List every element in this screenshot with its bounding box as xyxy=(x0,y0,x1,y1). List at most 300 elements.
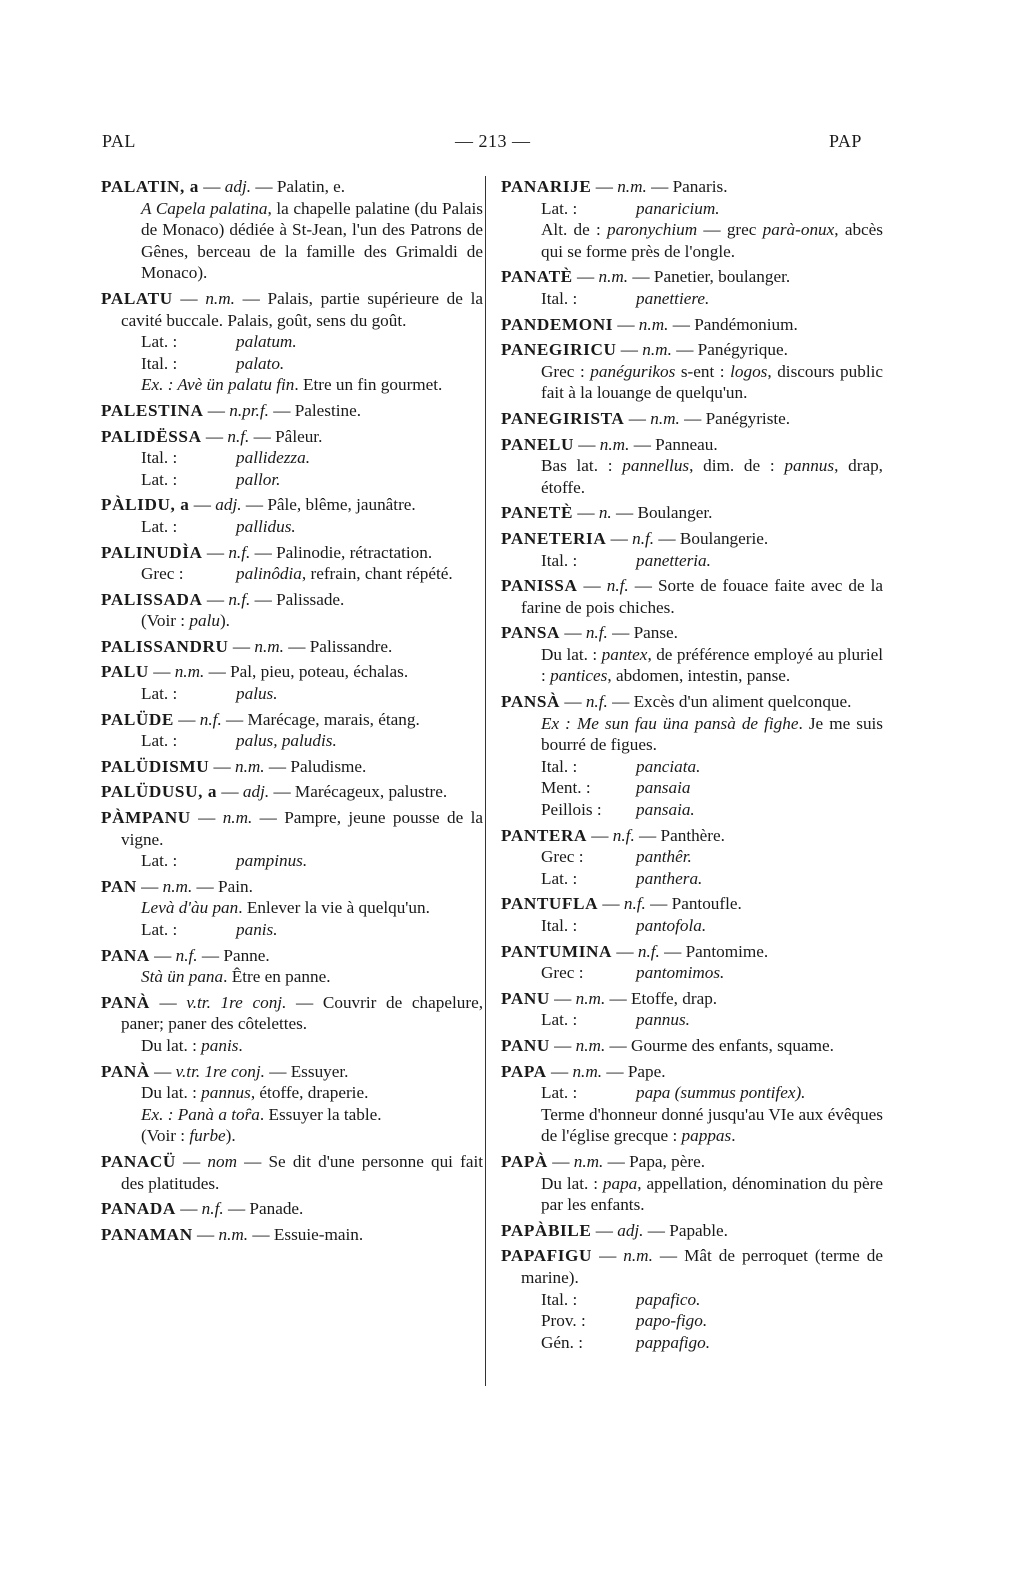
entry-note xyxy=(121,1035,483,1057)
etymology-word: pampinus. xyxy=(236,851,308,871)
entry-headword: PANETERIA xyxy=(501,528,607,548)
dictionary-entry: PANEGIRISTA — n.m. — Panégyriste. xyxy=(501,408,791,428)
etymology-gloss: , refrain, chant répété. xyxy=(301,564,453,584)
etymology-word: papo-figo. xyxy=(636,1311,708,1331)
note-italic: parà-onux xyxy=(762,220,835,240)
definition: Marécageux, palustre. xyxy=(294,782,448,802)
etymology-row xyxy=(521,1289,883,1311)
entry-headword: PALISSADA xyxy=(101,589,203,609)
grammar-label: n.m. xyxy=(162,876,193,896)
entry-headword: PANDEMONI xyxy=(501,314,614,334)
dictionary-entry: PANTUMINA — n.f. — Pantomime. Grec : pantomimos. xyxy=(501,941,883,984)
definition: Pantomime. xyxy=(685,941,769,961)
note-text: Alt. de : xyxy=(541,220,608,240)
note-text: , abcès qui se forme près de l'ongle. xyxy=(541,220,883,261)
etymology-row xyxy=(121,469,483,491)
entry-note xyxy=(121,1125,483,1147)
definition: Boulanger. xyxy=(637,503,713,523)
entry-note xyxy=(521,1104,883,1147)
etymology-row xyxy=(521,915,883,937)
dictionary-entry: PAPAFIGU — n.m. — Mât de perroquet (terme de marine). Ital. : papafico. Prov. : papo-figo. Gén. : pappafigo. xyxy=(501,1246,883,1352)
grammar-label: n.f. xyxy=(585,692,608,712)
etymology-source xyxy=(236,331,483,353)
etymology-source xyxy=(236,730,483,752)
etymology-language: Lat. : xyxy=(541,1083,578,1103)
grammar-label: v.tr. 1re conj. xyxy=(186,992,287,1012)
etymology-language: Lat. : xyxy=(541,1010,578,1030)
etymology-source xyxy=(636,777,883,799)
etymology-word: palus. xyxy=(236,684,278,704)
entry-headword: PAN xyxy=(101,876,137,896)
dictionary-entry: PANACÜ — nom — Se dit d'une personne qui fait des platitudes. xyxy=(101,1151,484,1193)
definition: Pal, pieu, poteau, échalas. xyxy=(230,662,409,682)
dictionary-entry: PANSÀ — n.f. — Excès d'un aliment quelconque. Ex : Me sun fau üna pansà de fighe. Je me suis bourré de figues. Ital. : panciata. Ment. : pansaia Peillois : pansaia. xyxy=(501,692,883,820)
dictionary-entry: PANÀ — v.tr. 1re conj. — Essuyer. Du lat. : pannus, étoffe, draperie. Ex. : Panà a toȓa. Essuyer la table. (Voir : furbe). xyxy=(101,1061,483,1147)
note-italic: panis xyxy=(201,1035,239,1055)
etymology-row xyxy=(121,353,483,375)
grammar-label: n.f. xyxy=(175,945,198,965)
etymology-row xyxy=(121,447,483,469)
note-text: — grec xyxy=(697,220,763,240)
etymology-word: palato. xyxy=(236,353,285,373)
definition: Panne. xyxy=(223,945,270,965)
example-text: Ex. : Panà a toȓa xyxy=(141,1104,260,1124)
note-italic: pantices xyxy=(550,666,608,686)
grammar-label: n.f. xyxy=(201,1199,224,1219)
grammar-label: n.m. xyxy=(222,808,253,828)
etymology-word: papafico. xyxy=(636,1289,701,1309)
entry-note xyxy=(121,1104,483,1126)
etymology-language: Lat. : xyxy=(541,868,578,888)
note-text: s-ent : xyxy=(675,361,731,381)
dictionary-entry: PANISSA — n.f. — Sorte de fouace faite avec de la farine de pois chiches. xyxy=(501,576,884,617)
etymology-row xyxy=(121,563,483,585)
etymology-row xyxy=(521,868,883,890)
etymology-row xyxy=(121,730,483,752)
grammar-label: n.m. xyxy=(218,1224,249,1244)
dictionary-entry: PANARIJE — n.m. — Panaris. Lat. : panaricium. Alt. de : paronychium — grec parà-onux, abcès qui se forme près de l'ongle. xyxy=(501,177,883,261)
note-text: , discours public fait à la louange de quelqu'un. xyxy=(541,361,884,403)
definition: Papable. xyxy=(669,1220,728,1240)
entry-headword: PALINUDÌA xyxy=(101,542,203,562)
grammar-label: adj. xyxy=(617,1220,644,1240)
etymology-word: panthera. xyxy=(636,868,703,888)
dictionary-entry: PALISSANDRU — n.m. — Palissandre. xyxy=(101,636,393,656)
entry-headword: PANÀ xyxy=(101,992,150,1012)
column-divider xyxy=(485,176,486,1386)
note-italic: papa xyxy=(602,1173,638,1193)
entry-headword: PÀMPANU xyxy=(101,808,191,828)
etymology-word: panaricium. xyxy=(636,198,720,218)
grammar-label: n.f. xyxy=(228,589,251,609)
note-italic: panégurikos xyxy=(590,361,676,381)
grammar-label: n.f. xyxy=(637,941,660,961)
entry-note xyxy=(121,966,483,988)
definition: Sorte de fouace faite avec de la farine de pois chiches. xyxy=(521,576,884,617)
etymology-source xyxy=(636,1009,883,1031)
etymology-word: pansaia. xyxy=(636,800,695,820)
grammar-label: n. xyxy=(598,503,612,523)
dictionary-entry: PANELU — n.m. — Panneau. Bas lat. : pannellus, dim. de : pannus, drap, étoffe. xyxy=(501,434,883,497)
note-text: Du lat. : xyxy=(541,1173,603,1193)
entry-headword: PANA xyxy=(101,945,150,965)
example-translation: , la chapelle palatine (du Palais de Monaco) dédiée à St-Jean, l'un des Patrons de Gênes, berceau de la famille des Grimaldi de Monaco). xyxy=(141,198,483,283)
dictionary-entry: PANEGIRICU — n.m. — Panégyrique. Grec : panégurikos s-ent : logos, discours public fait à la louange de quelqu'un. xyxy=(501,340,884,403)
etymology-language: Lat. : xyxy=(141,332,178,352)
definition: Panade. xyxy=(249,1199,304,1219)
entry-headword: PALU xyxy=(101,662,149,682)
etymology-row xyxy=(521,1082,883,1104)
etymology-word: pallidus. xyxy=(236,516,296,536)
etymology-source xyxy=(636,962,883,984)
etymology-source xyxy=(236,563,483,585)
grammar-label: n.m. xyxy=(623,1246,653,1266)
entry-headword: PANTERA xyxy=(501,825,587,845)
etymology-language: Lat. : xyxy=(141,684,178,704)
etymology-source xyxy=(236,850,483,872)
definition: Palissade. xyxy=(276,589,345,609)
dictionary-entry: PANADA — n.f. — Panade. xyxy=(101,1199,304,1219)
etymology-language: Grec : xyxy=(541,847,584,867)
grammar-label: n.f. xyxy=(227,426,250,446)
dictionary-entry: PANÀ — v.tr. 1re conj. — Couvrir de chapelure, paner; paner des côtelettes. Du lat. : panis. xyxy=(101,992,483,1055)
etymology-row xyxy=(121,919,483,941)
grammar-label: n.m. xyxy=(572,1061,603,1081)
etymology-language: Ital. : xyxy=(541,1289,578,1309)
entry-headword: PALATIN, a xyxy=(101,177,199,196)
note-text: Bas lat. : xyxy=(541,456,623,476)
example-text: Ex : Me sun fau üna pansà de fighe xyxy=(541,713,799,733)
dictionary-entry: PALATIN, a — adj. — Palatin, e. A Capela palatina, la chapelle palatine (du Palais de Monaco) dédiée à St-Jean, l'un des Patrons de Gênes, berceau de la famille des Grimaldi de Monaco). xyxy=(101,177,483,283)
etymology-row xyxy=(121,331,483,353)
etymology-language: Ital. : xyxy=(541,550,578,570)
dictionary-entry: PALÜDISMU — n.m. — Paludisme. xyxy=(101,756,367,776)
entry-headword: PANTUMINA xyxy=(501,941,613,961)
dictionary-entry: PANAMAN — n.m. — Essuie-main. xyxy=(101,1224,364,1244)
etymology-word: palus, paludis. xyxy=(236,731,337,751)
note-prefix: (Voir : xyxy=(141,1126,190,1146)
etymology-language: Ital. : xyxy=(541,756,578,776)
etymology-source xyxy=(236,469,483,491)
definition: Marécage, marais, étang. xyxy=(247,709,420,729)
etymology-row xyxy=(521,846,883,868)
etymology-word: panetteria. xyxy=(636,550,711,570)
entry-headword: PANU xyxy=(501,1035,550,1055)
grammar-label: n.m. xyxy=(617,177,647,196)
grammar-label: n.m. xyxy=(650,408,680,428)
definition: Pâleur. xyxy=(275,426,323,446)
definition: Pâle, blême, jaunâtre. xyxy=(267,495,416,515)
dictionary-entry: PALIDËSSA — n.f. — Pâleur. Ital. : pallidezza. Lat. : pallor. xyxy=(101,426,483,491)
etymology-language: Lat. : xyxy=(141,731,178,751)
example-translation: . Je me suis bourré de figues. xyxy=(541,713,883,755)
entry-note xyxy=(521,455,883,498)
entry-note xyxy=(521,361,883,404)
grammar-label: n.m. xyxy=(638,314,669,334)
grammar-label: n.m. xyxy=(254,636,284,656)
etymology-source xyxy=(636,915,883,937)
etymology-source xyxy=(236,447,483,469)
etymology-language: Lat. : xyxy=(141,920,178,939)
definition: Etoffe, drap. xyxy=(631,988,718,1008)
etymology-source xyxy=(636,756,883,778)
etymology-word: panthêr. xyxy=(636,847,692,867)
dictionary-entry: PANU — n.m. — Etoffe, drap. Lat. : pannus. xyxy=(501,988,883,1031)
dictionary-entry: PALU — n.m. — Pal, pieu, poteau, échalas. Lat. : palus. xyxy=(101,661,483,704)
definition: Boulangerie. xyxy=(679,528,769,548)
etymology-row xyxy=(521,756,883,778)
entry-headword: PANAMAN xyxy=(101,1224,193,1244)
note-text: , abdomen, intestin, panse. xyxy=(607,666,791,686)
note-italic: pappas xyxy=(681,1126,732,1146)
grammar-label: n.m. xyxy=(174,662,205,682)
entry-headword: PAPÀBILE xyxy=(501,1220,592,1240)
etymology-source xyxy=(636,846,883,868)
definition: Panse. xyxy=(633,623,678,643)
entry-note xyxy=(121,897,483,919)
etymology-row xyxy=(121,516,483,538)
definition: Panetier, boulanger. xyxy=(653,267,791,287)
definition: Pain. xyxy=(218,876,253,896)
entry-headword: PALÜDE xyxy=(101,709,174,729)
etymology-source xyxy=(636,799,883,821)
note-italic: pannus xyxy=(201,1083,251,1103)
definition: Essuyer. xyxy=(290,1061,349,1081)
entry-headword: PANATÈ xyxy=(501,267,573,287)
grammar-label: n.m. xyxy=(599,434,630,454)
entry-headword: PALATU xyxy=(101,288,173,308)
grammar-label: n.f. xyxy=(612,825,635,845)
entry-headword: PANÀ xyxy=(101,1061,150,1081)
etymology-row xyxy=(521,198,883,220)
definition: Panégyrique. xyxy=(697,340,788,360)
etymology-language: Lat. : xyxy=(541,198,578,218)
note-rest: . xyxy=(238,1035,243,1055)
note-text: . xyxy=(731,1126,736,1146)
example-text: Levà d'àu pan xyxy=(141,898,239,918)
note-italic: palu xyxy=(189,611,220,631)
example-translation: . Essuyer la table. xyxy=(259,1104,382,1124)
etymology-source xyxy=(636,1332,883,1354)
dictionary-entry: PALISSADA — n.f. — Palissade. (Voir : palu). xyxy=(101,589,483,632)
dictionary-entry: PANATÈ — n.m. — Panetier, boulanger. Ital. : panettiere. xyxy=(501,266,883,309)
etymology-source xyxy=(636,288,883,310)
dictionary-entry: PALÜDUSU, a — adj. — Marécageux, palustre. xyxy=(101,782,448,802)
grammar-label: adj. xyxy=(215,495,242,515)
entry-headword: PANU xyxy=(501,988,550,1008)
etymology-source xyxy=(236,683,483,705)
note-rest: ). xyxy=(225,1126,236,1146)
grammar-label: nom xyxy=(207,1151,237,1171)
entry-headword: PALIDËSSA xyxy=(101,426,202,446)
grammar-label: n.f. xyxy=(623,894,646,914)
etymology-language: Ital. : xyxy=(141,353,178,373)
etymology-word: pallidezza. xyxy=(236,448,311,468)
dictionary-entry: PAPÀ — n.m. — Papa, père. Du lat. : papa, appellation, dénomination du père par les enfants. xyxy=(501,1151,883,1215)
etymology-row xyxy=(521,1009,883,1031)
entry-note xyxy=(521,713,883,756)
entry-headword: PANISSA xyxy=(501,576,578,596)
etymology-source xyxy=(236,919,483,941)
note-italic: paronychium xyxy=(607,220,698,240)
etymology-row xyxy=(521,1332,883,1354)
grammar-label: n.f. xyxy=(228,542,251,562)
example-text: Stà ün pana xyxy=(141,967,224,987)
running-head-right: PAP xyxy=(829,131,862,151)
etymology-source xyxy=(636,550,883,572)
etymology-word: pallor. xyxy=(236,469,281,489)
grammar-label: n.f. xyxy=(632,528,655,548)
etymology-source xyxy=(236,353,483,375)
grammar-label: adj. xyxy=(242,782,270,802)
entry-headword: PANARIJE xyxy=(501,177,592,196)
definition: Panaris. xyxy=(672,177,728,196)
entry-headword: PANSA xyxy=(501,623,561,643)
dictionary-entry: PALATU — n.m. — Palais, partie supérieure de la cavité buccale. Palais, goût, sens du goût. Lat. : palatum. Ital. : palato. Ex. : Avè ün palatu fin. Etre un fin gourmet. xyxy=(101,288,484,395)
entry-headword: PALISSANDRU xyxy=(101,636,229,656)
entry-note xyxy=(521,1173,883,1216)
etymology-source xyxy=(636,198,883,220)
dictionary-entry: PAN — n.m. — Pain. Levà d'àu pan. Enlever la vie à quelqu'un. Lat. : panis. xyxy=(101,876,483,941)
note-text: Terme d'honneur donné jusqu'au VIe aux évêques de l'église grecque : xyxy=(541,1104,883,1146)
note-rest: , étoffe, draperie. xyxy=(250,1083,369,1103)
entry-headword: PANACÜ xyxy=(101,1151,176,1171)
note-rest: ). xyxy=(219,611,230,631)
etymology-language: Ment. : xyxy=(541,778,591,798)
etymology-language: Peillois : xyxy=(541,800,602,820)
dictionary-entry: PANETÈ — n. — Boulanger. xyxy=(501,503,713,523)
example-translation: . Enlever la vie à quelqu'un. xyxy=(238,898,430,918)
note-italic: pannellus xyxy=(622,456,690,476)
dictionary-entry: PANTUFLA — n.f. — Pantoufle. Ital. : pantofola. xyxy=(501,893,883,936)
etymology-language: Lat. : xyxy=(141,851,178,871)
entry-headword: PANEGIRICU xyxy=(501,340,617,360)
example-text: A Capela palatina xyxy=(141,198,268,218)
entry-note xyxy=(121,1082,483,1104)
dictionary-entry: PALÜDE — n.f. — Marécage, marais, étang. Lat. : palus, paludis. xyxy=(101,709,483,752)
entry-headword: PALESTINA xyxy=(101,400,204,420)
definition: Panneau. xyxy=(655,434,718,454)
note-text: , drap, étoffe. xyxy=(541,456,883,497)
entry-note xyxy=(521,644,883,687)
definition: Palinodie, rétractation. xyxy=(276,542,433,562)
note-prefix: (Voir : xyxy=(141,611,190,631)
etymology-source xyxy=(636,1082,883,1104)
note-italic: pantex xyxy=(601,644,648,664)
example-translation: . Etre un fin gourmet. xyxy=(294,375,443,395)
dictionary-entry: PANU — n.m. — Gourme des enfants, squame. xyxy=(501,1035,834,1055)
etymology-source xyxy=(636,1310,883,1332)
dictionary-entry: PÀLIDU, a — adj. — Pâle, blême, jaunâtre. Lat. : pallidus. xyxy=(101,494,483,537)
grammar-label: n.pr.f. xyxy=(229,400,269,420)
entry-headword: PANADA xyxy=(101,1199,176,1219)
note-italic: logos xyxy=(730,361,768,381)
etymology-word: pantofola. xyxy=(636,916,707,935)
note-text: , de préférence employé au pluriel : xyxy=(541,644,884,686)
entry-headword: PANELU xyxy=(501,434,574,454)
grammar-label: n.f. xyxy=(199,709,222,729)
dictionary-entry: PALESTINA — n.pr.f. — Palestine. xyxy=(101,400,362,420)
definition: Palatin, e. xyxy=(276,177,346,196)
grammar-label: n.m. xyxy=(598,267,629,287)
etymology-word: pantomimos. xyxy=(636,963,725,983)
etymology-row xyxy=(521,1310,883,1332)
dictionary-entry: PÀMPANU — n.m. — Pampre, jeune pousse de la vigne. Lat. : pampinus. xyxy=(101,808,484,871)
entry-headword: PAPÀ xyxy=(501,1151,548,1171)
example-text: Ex. : Avè ün palatu fin xyxy=(141,375,295,395)
etymology-row xyxy=(121,850,483,872)
entry-headword: PÀLIDU, a xyxy=(101,495,190,515)
etymology-language: Grec : xyxy=(541,963,584,983)
etymology-word: panis. xyxy=(236,920,278,939)
grammar-label: v.tr. 1re conj. xyxy=(175,1061,265,1081)
etymology-word: panciata. xyxy=(636,756,701,776)
definition: Palissandre. xyxy=(309,636,393,656)
definition: Essuie-main. xyxy=(273,1224,364,1244)
definition: Pandémonium. xyxy=(694,314,798,334)
entry-headword: PALÜDISMU xyxy=(101,756,210,776)
note-italic: furbe xyxy=(189,1126,226,1146)
etymology-word: pannus. xyxy=(636,1010,690,1030)
entry-headword: PANSÀ xyxy=(501,692,561,712)
definition: Gourme des enfants, squame. xyxy=(631,1035,834,1055)
etymology-language: Ital. : xyxy=(541,916,578,935)
entry-headword: PANEGIRISTA xyxy=(501,408,625,428)
definition: Excès d'un aliment quelconque. xyxy=(633,692,852,712)
dictionary-entry: PAPA — n.m. — Pape. Lat. : papa (summus pontifex). Terme d'honneur donné jusqu'au VIe aux évêques de l'église grecque : pappas. xyxy=(501,1061,883,1146)
grammar-label: adj. xyxy=(224,177,252,196)
etymology-language: Prov. : xyxy=(541,1311,586,1331)
etymology-word: pansaia xyxy=(636,778,691,798)
right-column xyxy=(501,176,883,1357)
grammar-label: n.m. xyxy=(642,340,672,360)
definition: Palestine. xyxy=(294,400,362,420)
etymology-language: Ital. : xyxy=(141,448,178,468)
etymology-row xyxy=(521,288,883,310)
dictionary-entry: PAPÀBILE — adj. — Papable. xyxy=(501,1220,728,1240)
definition: Mât de perroquet (terme de marine). xyxy=(521,1246,883,1287)
entry-headword: PAPA xyxy=(501,1061,547,1081)
note-text: , appellation, dénomination du père par les enfants. xyxy=(541,1173,883,1215)
note-text: , dim. de : xyxy=(689,456,785,476)
etymology-row xyxy=(121,683,483,705)
entry-note xyxy=(521,219,883,262)
grammar-label: n.m. xyxy=(235,756,265,776)
etymology-word: palatum. xyxy=(236,332,297,352)
definition: Panégyriste. xyxy=(705,408,791,428)
etymology-language: Ital. : xyxy=(541,288,578,308)
etymology-source xyxy=(636,868,883,890)
dictionary-entry: PANA — n.f. — Panne. Stà ün pana. Être en panne. xyxy=(101,945,483,988)
entry-headword: PALÜDUSU, a xyxy=(101,782,218,802)
left-column xyxy=(101,176,483,1249)
definition: Palais, partie supérieure de la cavité buccale. Palais, goût, sens du goût. xyxy=(121,288,484,330)
dictionary-entry: PANDEMONI — n.m. — Pandémonium. xyxy=(501,314,798,334)
definition: Paludisme. xyxy=(290,756,367,776)
note-prefix: Du lat. : xyxy=(141,1083,202,1103)
dictionary-entry: PANTERA — n.f. — Panthère. Grec : panthêr. Lat. : panthera. xyxy=(501,825,883,890)
entry-note xyxy=(121,198,483,284)
etymology-source xyxy=(236,516,483,538)
etymology-word: papa (summus pontifex). xyxy=(636,1083,806,1103)
grammar-label: n.m. xyxy=(573,1151,604,1171)
definition: Pape. xyxy=(627,1061,666,1081)
note-text: Grec : xyxy=(541,361,591,381)
note-prefix: Du lat. : xyxy=(141,1035,202,1055)
grammar-label: n.m. xyxy=(205,288,235,308)
etymology-language: Lat. : xyxy=(141,469,178,489)
definition: Se dit d'une personne qui fait des platitudes. xyxy=(121,1151,484,1193)
